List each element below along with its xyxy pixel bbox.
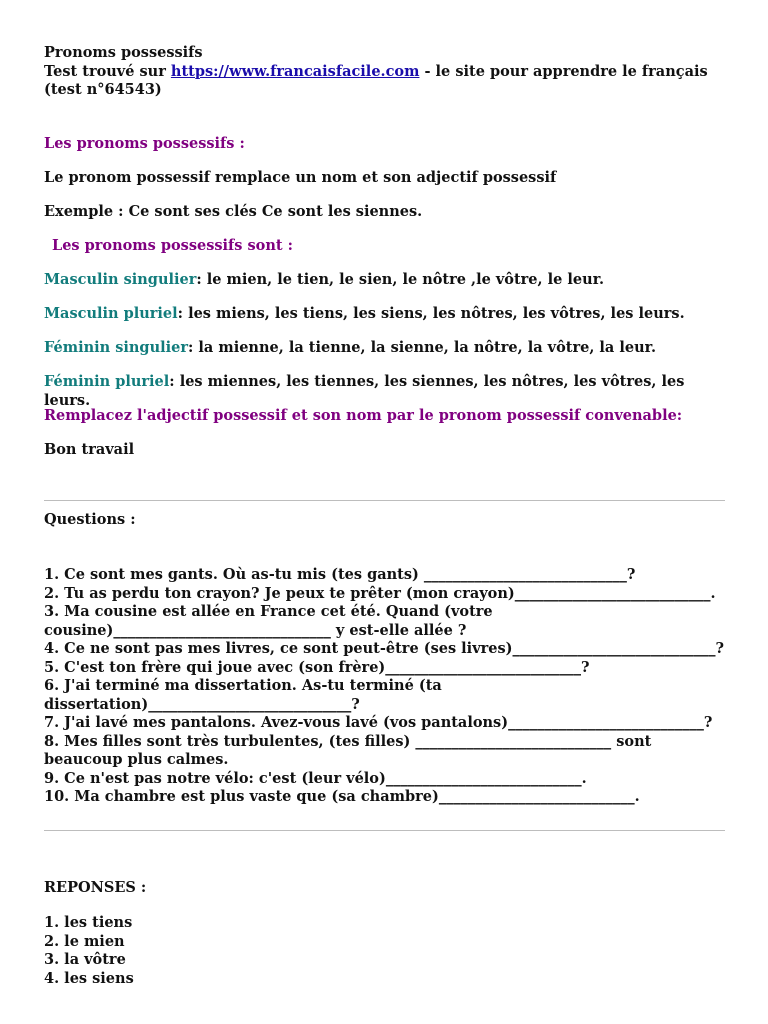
form-feminin-singulier [44, 339, 726, 358]
answer-item: 3. la vôtre [44, 951, 126, 968]
question-item: 9. Ce n'est pas notre vélo: c'est (leur vélo)___________________________. [44, 769, 587, 787]
answer-item: 2. le mien [44, 932, 125, 950]
source-prefix: Test trouvé sur [44, 62, 171, 80]
question-item: 6. J'ai terminé ma dissertation. As-tu terminé (ta dissertation)____________________________? [44, 677, 442, 713]
question-item: 8. Mes filles sont très turbulentes, (tes filles) ___________________________ sont beaucoup plus calmes. [44, 732, 652, 768]
lesson-example: Exemple : Ce sont ses clés Ce sont les siennes. [44, 203, 423, 220]
exercise-instruction: Remplacez l'adjectif possessif et son nom par le pronom possessif convenable: [44, 407, 683, 424]
form-text: : la mienne, la tienne, la sienne, la nôtre, la vôtre, la leur. [188, 339, 656, 356]
answer-item: 1. les tiens [44, 914, 133, 931]
form-label: Féminin singulier [44, 339, 188, 356]
document-header [44, 44, 726, 100]
question-item: 10. Ma chambre est plus vaste que (sa chambre)___________________________. [44, 788, 640, 805]
lesson-definition: Le pronom possessif remplace un nom et son adjectif possessif [44, 169, 557, 186]
questions-list [44, 566, 726, 807]
lesson-subheading: Les pronoms possessifs sont : [52, 237, 293, 254]
answers-heading: REPONSES : [44, 879, 147, 896]
answers-list [44, 914, 726, 988]
form-masculin-pluriel [44, 305, 726, 324]
question-item: 7. J'ai lavé mes pantalons. Avez-vous lavé (vos pantalons)___________________________? [44, 714, 713, 731]
form-text: : les miennes, les tiennes, les siennes, les nôtres, les vôtres, les leurs. [44, 373, 685, 409]
form-text: : les miens, les tiens, les siens, les nôtres, les vôtres, les leurs. [177, 305, 685, 322]
form-label: Masculin pluriel [44, 305, 178, 322]
questions-heading: Questions : [44, 511, 136, 528]
question-item: 5. C'est ton frère qui joue avec (son frère)___________________________? [44, 658, 590, 676]
answer-item: 4. les siens [44, 969, 134, 987]
source-line [44, 63, 726, 100]
form-label: Féminin pluriel [44, 373, 170, 390]
question-item: 4. Ce ne sont pas mes livres, ce sont peut-être (ses livres)____________________________? [44, 640, 724, 657]
source-link[interactable]: https://www.francaisfacile.com [170, 62, 420, 80]
sign-off: Bon travail [44, 441, 135, 458]
form-text: : le mien, le tien, le sien, le nôtre ,le vôtre, le leur. [196, 271, 605, 288]
divider [44, 500, 725, 501]
document-title: Pronoms possessifs [44, 44, 203, 61]
divider [44, 830, 725, 831]
form-label: Masculin singulier [44, 271, 197, 288]
question-item: 1. Ce sont mes gants. Où as-tu mis (tes gants) ____________________________? [44, 566, 636, 583]
question-item: 2. Tu as perdu ton crayon? Je peux te prêter (mon crayon)___________________________. [44, 584, 716, 602]
lesson-heading: Les pronoms possessifs : [44, 135, 245, 152]
source-suffix: - le site pour apprendre le français (test n°64543) [44, 62, 708, 98]
form-feminin-pluriel [44, 373, 726, 410]
question-item: 3. Ma cousine est allée en France cet été. Quand (votre cousine)______________________________ y est-elle allée ? [44, 603, 493, 639]
form-masculin-singulier [44, 271, 726, 290]
